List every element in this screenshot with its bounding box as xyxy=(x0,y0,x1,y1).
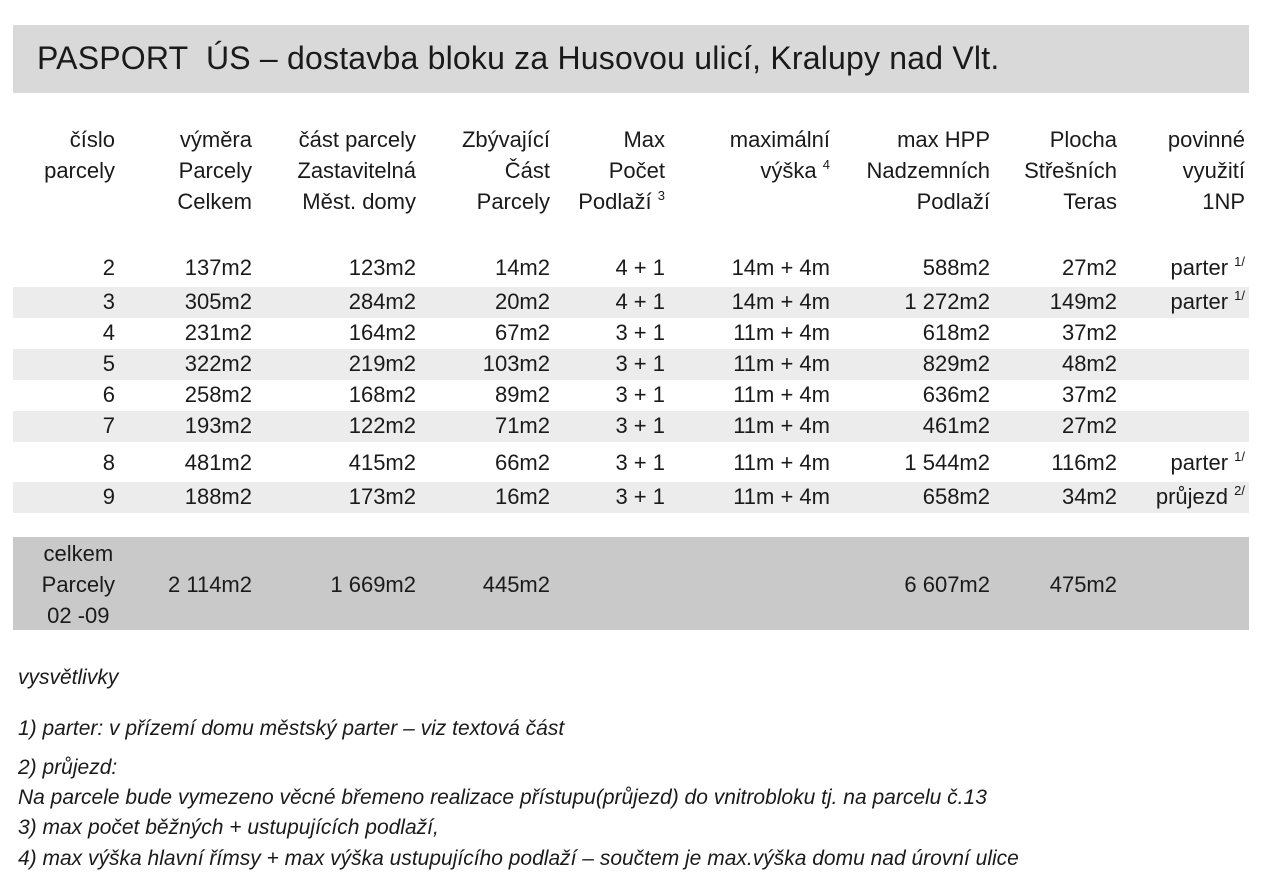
header-text: 1NP xyxy=(1202,189,1245,214)
table-cell-parcel xyxy=(103,317,115,348)
header-text: Střešních xyxy=(1024,158,1117,183)
total-roof: 475m2 xyxy=(1049,572,1117,597)
header-text: parcely xyxy=(44,158,115,183)
cell-value: 66m2 xyxy=(494,450,550,475)
cell-value: 3 + 1 xyxy=(615,382,665,407)
header-line xyxy=(177,155,252,186)
column-header xyxy=(177,124,252,217)
table-cell-height xyxy=(733,348,830,379)
cell-value: 16m2 xyxy=(494,484,550,509)
table-cell-use xyxy=(1156,481,1245,512)
header-line xyxy=(462,186,550,217)
cell-value: 284m2 xyxy=(348,289,416,314)
table-cell-roof xyxy=(1062,481,1117,512)
header-line xyxy=(297,186,416,217)
table-cell-height xyxy=(733,379,830,410)
table-cell-height xyxy=(733,317,830,348)
table-cell-parcel xyxy=(103,252,115,283)
table-cell-parcel xyxy=(103,348,115,379)
total-rest: 445m2 xyxy=(482,572,550,597)
cell-value: 168m2 xyxy=(348,382,416,407)
table-cell-roof xyxy=(1062,317,1117,348)
cell-value: 415m2 xyxy=(348,450,416,475)
header-text: využití xyxy=(1182,158,1245,183)
header-text: Zastavitelná xyxy=(297,158,416,183)
header-footnote: 3 xyxy=(657,188,665,203)
header-text: výška xyxy=(760,158,817,183)
total-label-line: Parcely xyxy=(41,572,115,597)
cell-value: 618m2 xyxy=(922,320,990,345)
table-cell-area xyxy=(185,317,252,348)
table-cell-built xyxy=(349,379,416,410)
table-cell-roof xyxy=(1050,286,1117,317)
cell-value: 11m + 4m xyxy=(733,382,830,407)
table-cell-roof xyxy=(1062,348,1117,379)
cell-value: 188m2 xyxy=(184,484,252,509)
table-cell-height xyxy=(732,252,830,283)
table-cell-roof xyxy=(1051,447,1117,478)
table-cell-height xyxy=(733,447,830,478)
table-cell-area xyxy=(185,410,252,441)
total-hpp: 6 607m2 xyxy=(904,572,990,597)
header-line xyxy=(44,186,115,217)
table-cell-hpp xyxy=(923,348,990,379)
header-line xyxy=(578,155,665,186)
header-line xyxy=(297,124,416,155)
cell-value: 258m2 xyxy=(184,382,252,407)
table-cell-built xyxy=(349,410,416,441)
title-bar xyxy=(13,25,1249,93)
cell-value: 481m2 xyxy=(184,450,252,475)
table-cell-hpp xyxy=(923,379,990,410)
header-text: Plocha xyxy=(1049,127,1117,152)
header-line xyxy=(462,155,550,186)
table-cell-built xyxy=(349,252,416,283)
cell-value: 137m2 xyxy=(184,255,252,280)
footnote-ref: 1/ xyxy=(1234,254,1245,269)
footnote-ref: 1/ xyxy=(1234,449,1245,464)
column-header xyxy=(730,124,830,217)
cell-value: 1 544m2 xyxy=(904,450,990,475)
cell-value: 27m2 xyxy=(1061,413,1117,438)
header-line xyxy=(44,124,115,155)
header-text: Parcely xyxy=(178,158,252,183)
table-cell-rest xyxy=(483,348,550,379)
cell-value: 219m2 xyxy=(348,351,416,376)
cell-value: 14m + 4m xyxy=(731,289,830,314)
table-cell-parcel xyxy=(103,410,115,441)
table-cell-floors xyxy=(615,348,665,379)
table-cell-roof xyxy=(1062,379,1117,410)
table-cell-use xyxy=(1171,447,1245,478)
table-cell-hpp xyxy=(904,286,990,317)
table-cell-hpp xyxy=(923,317,990,348)
cell-value: 103m2 xyxy=(482,351,550,376)
table-cell-area xyxy=(185,447,252,478)
cell-value: 9 xyxy=(102,484,115,509)
cell-value: 14m2 xyxy=(494,255,550,280)
cell-value: 8 xyxy=(102,450,115,475)
header-text: Nadzemních xyxy=(866,158,990,183)
table-cell-roof xyxy=(1062,252,1117,283)
cell-value: 67m2 xyxy=(494,320,550,345)
table-cell-area xyxy=(185,379,252,410)
cell-value: 3 + 1 xyxy=(615,320,665,345)
table-cell-use xyxy=(1171,252,1245,283)
note-line-5: 4) max výška hlavní římsy + max výška ustupujícího podlaží – součtem je max.výška domu nad úrovní ulice xyxy=(18,847,1019,870)
cell-value: 173m2 xyxy=(348,484,416,509)
table-cell-area xyxy=(185,481,252,512)
header-text: Max xyxy=(623,127,665,152)
table-cell-area xyxy=(185,348,252,379)
cell-value: 6 xyxy=(102,382,115,407)
header-line xyxy=(1024,155,1117,186)
cell-value: 3 + 1 xyxy=(615,450,665,475)
header-line xyxy=(1024,124,1117,155)
table-cell-height xyxy=(733,481,830,512)
header-text: max HPP xyxy=(897,127,990,152)
cell-value: 14m + 4m xyxy=(731,255,830,280)
table-cell-roof xyxy=(1062,410,1117,441)
header-text: maximální xyxy=(729,127,830,152)
header-line xyxy=(1168,124,1245,155)
cell-value: 3 + 1 xyxy=(615,484,665,509)
cell-value: 48m2 xyxy=(1061,351,1117,376)
cell-value: 89m2 xyxy=(494,382,550,407)
cell-value: 636m2 xyxy=(922,382,990,407)
table-cell-built xyxy=(349,348,416,379)
cell-value: 4 xyxy=(102,320,115,345)
table-cell-built xyxy=(349,286,416,317)
header-text: Zbývající xyxy=(461,127,550,152)
header-text: část parcely xyxy=(298,127,416,152)
cell-value: 122m2 xyxy=(348,413,416,438)
column-header xyxy=(866,124,990,217)
table-cell-floors xyxy=(615,379,665,410)
header-text: Podlaží xyxy=(916,189,990,214)
header-text: výměra xyxy=(179,127,252,152)
total-label-line: 02 -09 xyxy=(47,603,110,628)
table-cell-parcel xyxy=(103,286,115,317)
column-header xyxy=(1168,124,1245,217)
table-cell-parcel xyxy=(103,379,115,410)
cell-value: průjezd xyxy=(1155,484,1229,509)
header-line xyxy=(1168,186,1245,217)
cell-value: parter xyxy=(1170,255,1229,280)
table-cell-rest xyxy=(495,481,550,512)
cell-value: 116m2 xyxy=(1051,450,1117,475)
table-cell-built xyxy=(349,317,416,348)
cell-value: 1 272m2 xyxy=(904,289,990,314)
cell-value: 123m2 xyxy=(348,255,416,280)
header-line xyxy=(578,186,665,217)
header-line xyxy=(866,124,990,155)
notes-heading: vysvětlivky xyxy=(18,666,119,689)
column-header xyxy=(578,124,665,217)
table-cell-floors xyxy=(615,410,665,441)
header-line xyxy=(866,155,990,186)
cell-value: 149m2 xyxy=(1049,289,1117,314)
column-header xyxy=(1024,124,1117,217)
cell-value: 305m2 xyxy=(184,289,252,314)
header-text: Část xyxy=(504,158,550,183)
total-label-line: celkem xyxy=(43,541,114,566)
cell-value: 37m2 xyxy=(1061,382,1117,407)
cell-value: 37m2 xyxy=(1061,320,1117,345)
header-line xyxy=(177,186,252,217)
cell-value: 164m2 xyxy=(348,320,416,345)
cell-value: 7 xyxy=(102,413,115,438)
table-cell-built xyxy=(349,481,416,512)
header-line xyxy=(297,155,416,186)
total-area: 2 114m2 xyxy=(168,572,252,597)
header-text: Podlaží xyxy=(578,189,652,214)
table-cell-rest xyxy=(495,317,550,348)
header-footnote: 4 xyxy=(822,157,830,172)
table-cell-rest xyxy=(495,447,550,478)
header-text: Počet xyxy=(608,158,665,183)
footnote-ref: 1/ xyxy=(1234,288,1245,303)
cell-value: 11m + 4m xyxy=(733,484,830,509)
header-line xyxy=(44,155,115,186)
header-line xyxy=(1168,155,1245,186)
table-cell-floors xyxy=(615,317,665,348)
table-cell-floors xyxy=(615,447,665,478)
cell-value: 34m2 xyxy=(1061,484,1117,509)
table-cell-height xyxy=(733,410,830,441)
header-line xyxy=(730,155,830,186)
cell-value: 658m2 xyxy=(922,484,990,509)
cell-value: 461m2 xyxy=(922,413,990,438)
header-text: Teras xyxy=(1063,189,1117,214)
cell-value: 4 + 1 xyxy=(615,255,665,280)
cell-value: 20m2 xyxy=(494,289,550,314)
cell-value: 322m2 xyxy=(184,351,252,376)
header-line xyxy=(578,124,665,155)
cell-value: 193m2 xyxy=(184,413,252,438)
table-cell-rest xyxy=(495,286,550,317)
cell-value: 71m2 xyxy=(494,413,550,438)
header-text: číslo xyxy=(69,127,115,152)
table-cell-floors xyxy=(615,286,665,317)
total-built: 1 669m2 xyxy=(330,572,416,597)
table-cell-hpp xyxy=(923,410,990,441)
cell-value: 231m2 xyxy=(184,320,252,345)
table-cell-rest xyxy=(495,379,550,410)
table-cell-hpp xyxy=(923,481,990,512)
header-line xyxy=(177,124,252,155)
table-cell-floors xyxy=(615,481,665,512)
table-cell-hpp xyxy=(923,252,990,283)
cell-value: parter xyxy=(1170,450,1229,475)
header-line xyxy=(462,124,550,155)
total-label xyxy=(42,538,115,631)
cell-value: 3 + 1 xyxy=(615,413,665,438)
column-header xyxy=(462,124,550,217)
table-cell-floors xyxy=(615,252,665,283)
header-line xyxy=(730,124,830,155)
table-cell-area xyxy=(185,252,252,283)
header-text: povinné xyxy=(1167,127,1245,152)
cell-value: 588m2 xyxy=(922,255,990,280)
cell-value: 11m + 4m xyxy=(733,413,830,438)
cell-value: 3 xyxy=(102,289,115,314)
table-cell-parcel xyxy=(103,481,115,512)
cell-value: 2 xyxy=(102,255,115,280)
footnote-ref: 2/ xyxy=(1234,483,1245,498)
note-line-4: 3) max počet běžných + ustupujících podlaží, xyxy=(18,816,439,839)
cell-value: 11m + 4m xyxy=(733,351,830,376)
table-cell-rest xyxy=(495,410,550,441)
table-cell-rest xyxy=(495,252,550,283)
header-line xyxy=(1024,186,1117,217)
table-cell-hpp xyxy=(904,447,990,478)
column-header xyxy=(297,124,416,217)
header-text: Parcely xyxy=(476,189,550,214)
header-line xyxy=(730,186,830,217)
table-cell-area xyxy=(185,286,252,317)
cell-value: parter xyxy=(1170,289,1229,314)
cell-value: 11m + 4m xyxy=(733,450,830,475)
cell-value: 5 xyxy=(102,351,115,376)
header-text: Celkem xyxy=(177,189,252,214)
table-cell-use xyxy=(1171,286,1245,317)
cell-value: 11m + 4m xyxy=(733,320,830,345)
table-cell-parcel xyxy=(103,447,115,478)
header-text: Měst. domy xyxy=(302,189,416,214)
column-header xyxy=(44,124,115,217)
cell-value: 27m2 xyxy=(1061,255,1117,280)
header-line xyxy=(866,186,990,217)
note-line-3: Na parcele bude vymezeno věcné břemeno realizace přístupu(průjezd) do vnitrobloku tj. na parcelu č.13 xyxy=(18,786,987,809)
note-line-2: 2) průjezd: xyxy=(18,756,118,779)
cell-value: 829m2 xyxy=(922,351,990,376)
page-title: PASPORT ÚS – dostavba bloku za Husovou ulicí, Kralupy nad Vlt. xyxy=(37,40,1000,76)
cell-value: 3 + 1 xyxy=(615,351,665,376)
cell-value: 4 + 1 xyxy=(615,289,665,314)
table-cell-built xyxy=(349,447,416,478)
note-line-1: 1) parter: v přízemí domu městský parter – viz textová část xyxy=(18,717,565,740)
table-cell-height xyxy=(732,286,830,317)
